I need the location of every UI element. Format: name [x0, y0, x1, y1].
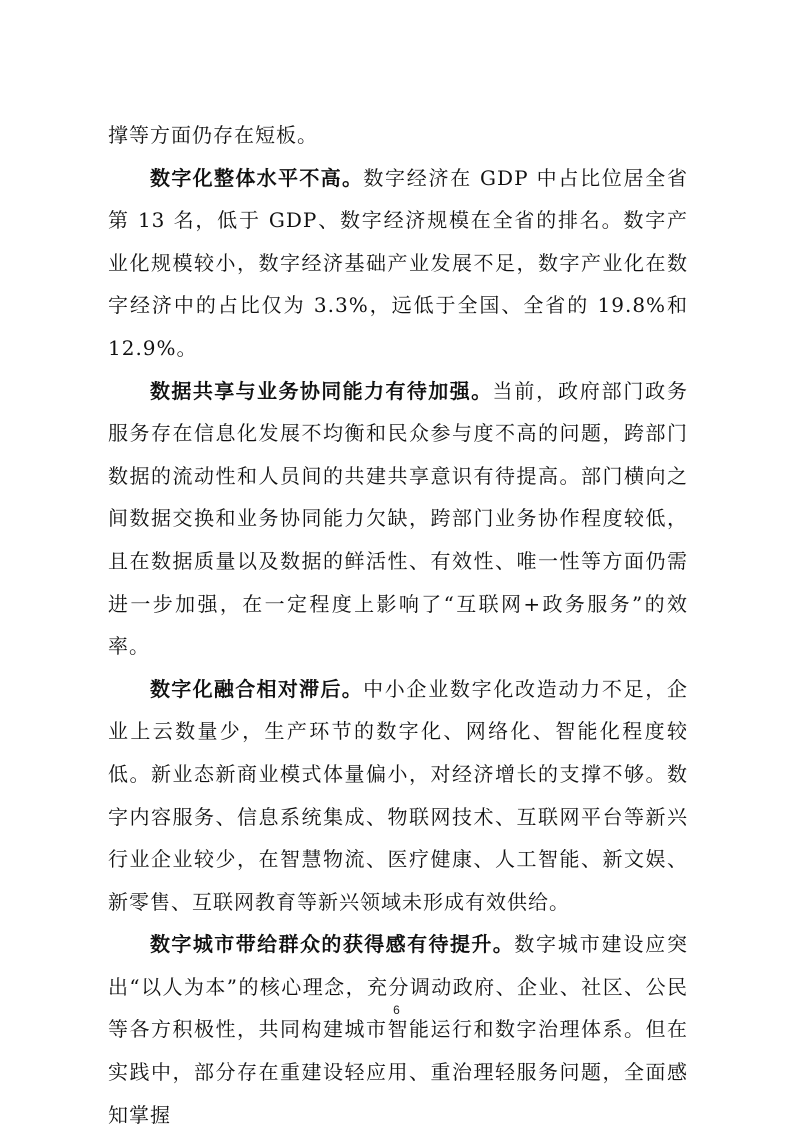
paragraph-data-sharing: [108, 370, 688, 668]
paragraph-text: 中小企业数字化改造动力不足，企业上云数量少，生产环节的数字化、网络化、智能化程度较低。新业态新商业模式体量偏小，对经济增长的支撑不够。数字内容服务、信息系统集成、物联网技术、互联网平台等新兴行业企业较少，在智慧物流、医疗健康、人工智能、新文娱、新零售、互联网教育等新兴领域未形成有效供给。: [108, 676, 689, 914]
page-number: 6: [393, 1003, 400, 1017]
paragraph-text: 数字城市建设应突出“以人为本”的核心理念，充分调动政府、企业、社区、公民等各方积极性，共同构建城市智能运行和数字治理体系。但在实践中，部分存在重建设轻应用、重治理轻服务问题，全面感知掌握: [108, 932, 689, 1127]
paragraph-heading: 数字城市带给群众的获得感有待提升。: [150, 932, 515, 957]
paragraph-heading: 数据共享与业务协同能力有待加强。: [150, 378, 493, 403]
paragraph-heading: 数字化整体水平不高。: [150, 165, 364, 190]
paragraph-heading: 数字化融合相对滞后。: [150, 676, 364, 701]
paragraph-digitalization-level: [108, 157, 688, 370]
paragraph-digital-integration: [108, 668, 688, 924]
paragraph-text: 数字经济在 GDP 中占比位居全省第 13 名，低于 GDP、数字经济规模在全省的排名。数字产业化规模较小，数字经济基础产业发展不足，数字产业化在数字经济中的占比仅为 3.3%，远低于全国、全省的 19.8%和 12.9%。: [108, 165, 688, 360]
paragraph-continuation: [108, 114, 688, 157]
paragraph-text: 当前，政府部门政务服务存在信息化发展不均衡和民众参与度不高的问题，跨部门数据的流动性和人员间的共建共享意识有待提高。部门横向之间数据交换和业务协同能力欠缺，跨部门业务协作程度较低，且在数据质量以及数据的鲜活性、有效性、唯一性等方面仍需进一步加强，在一定程度上影响了“互联网+政务服务”的效率。: [108, 378, 688, 659]
paragraph-digital-city: [108, 923, 688, 1136]
paragraph-text: 撑等方面仍存在短板。: [108, 123, 318, 147]
document-body: [108, 114, 688, 1136]
